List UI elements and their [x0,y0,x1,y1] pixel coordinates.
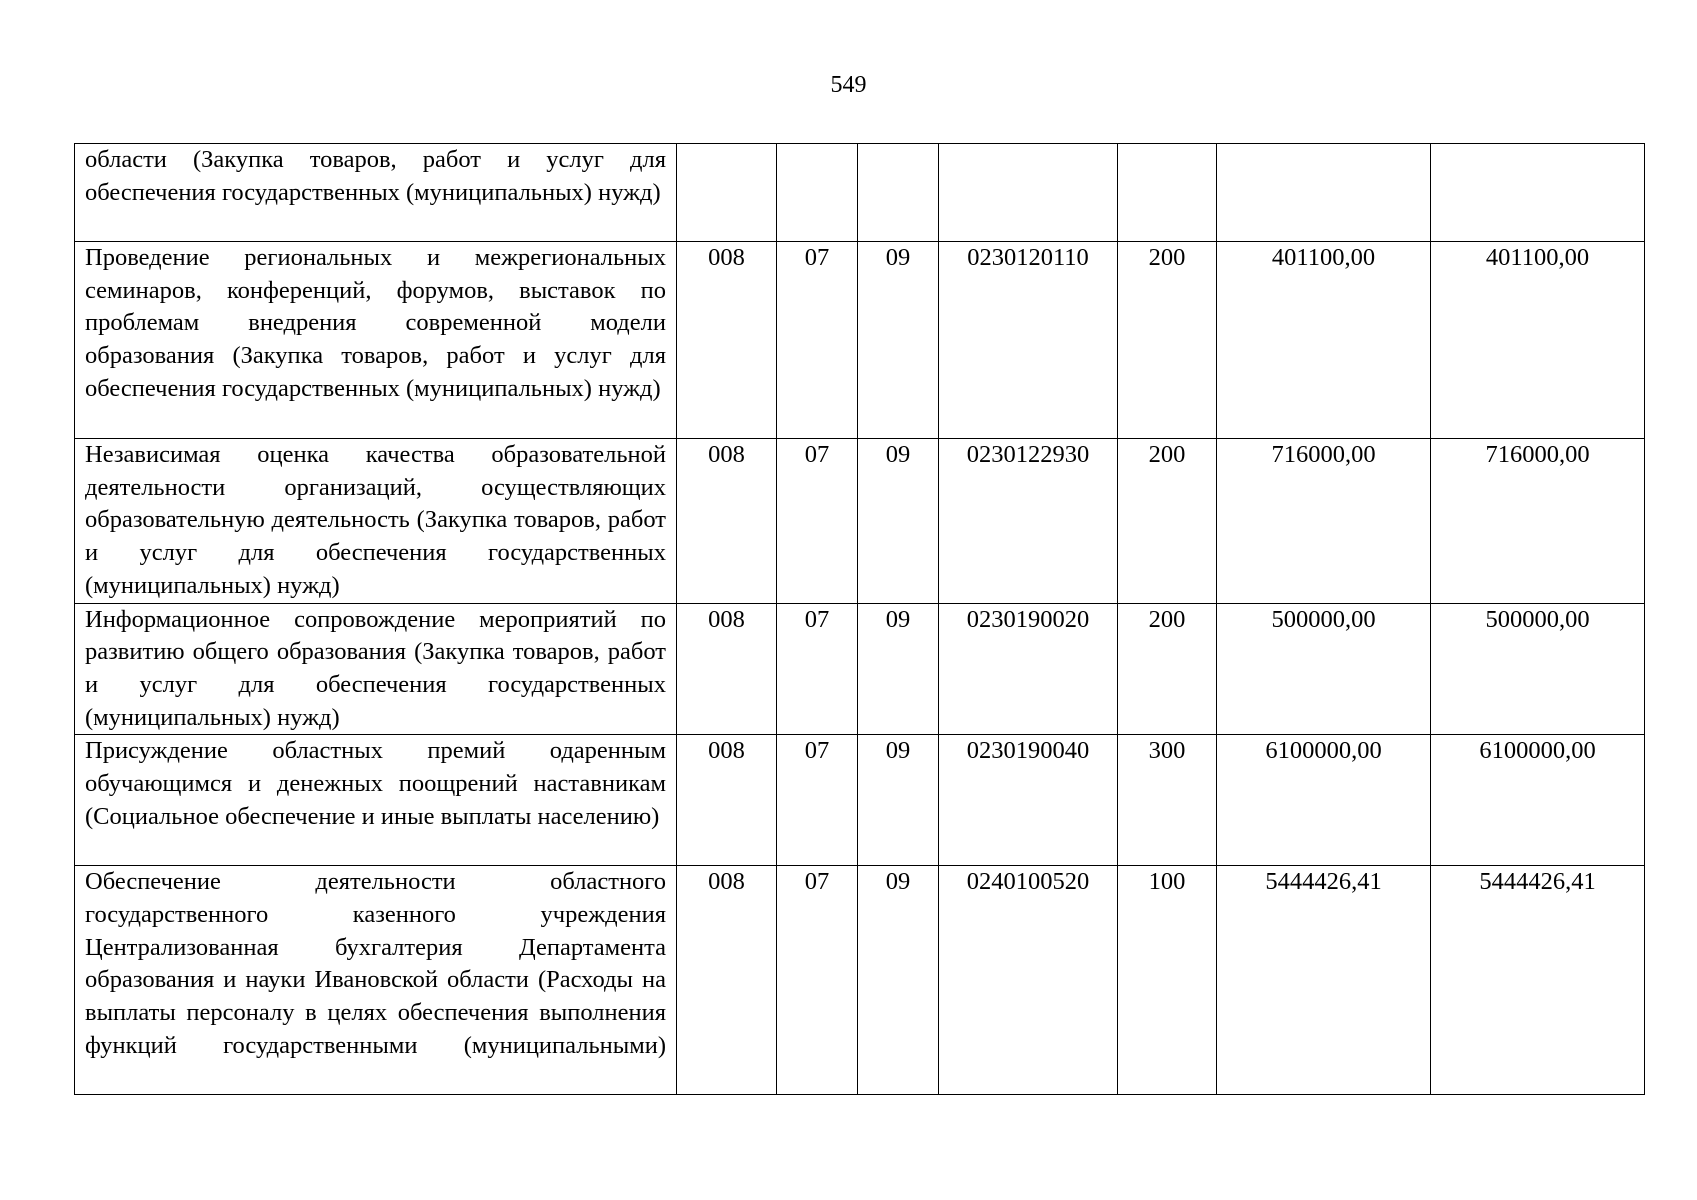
row-target-article: 0230190020 [939,603,1118,735]
row-subsection: 09 [858,603,939,735]
row-amount-2: 401100,00 [1431,242,1645,439]
row-amount-1: 716000,00 [1217,439,1431,604]
table-row [75,439,1645,604]
row-subsection [858,144,939,242]
row-description: Присуждение областных премий одаренным обучающимся и денежных поощрений наставникам (Социальное обеспечение и иные выплаты населению) [75,735,677,866]
row-code: 008 [677,866,777,1095]
row-expense-type: 200 [1118,242,1217,439]
row-amount-1: 500000,00 [1217,603,1431,735]
row-code: 008 [677,439,777,604]
table-row [75,603,1645,735]
row-target-article: 0240100520 [939,866,1118,1095]
row-expense-type: 300 [1118,735,1217,866]
row-description: области (Закупка товаров, работ и услуг для обеспечения государственных (муниципальных) нужд) [75,144,677,242]
row-section [777,144,858,242]
row-target-article: 0230122930 [939,439,1118,604]
row-code: 008 [677,242,777,439]
row-amount-1: 6100000,00 [1217,735,1431,866]
row-amount-2: 716000,00 [1431,439,1645,604]
row-description: Обеспечение деятельности областного государственного казенного учреждения Централизованная бухгалтерия Департамента образования и науки Ивановской области (Расходы на выплаты персоналу в целях обеспечения выполнения функций государственными (муниципальными) [75,866,677,1095]
table-row [75,242,1645,439]
row-description: Информационное сопровождение мероприятий по развитию общего образования (Закупка товаров, работ и услуг для обеспечения государственных (муниципальных) нужд) [75,603,677,735]
budget-table [74,143,1645,1095]
row-amount-2 [1431,144,1645,242]
row-target-article: 0230120110 [939,242,1118,439]
table-row [75,866,1645,1095]
row-code [677,144,777,242]
row-expense-type: 200 [1118,439,1217,604]
row-expense-type: 200 [1118,603,1217,735]
row-section: 07 [777,242,858,439]
row-target-article [939,144,1118,242]
row-subsection: 09 [858,242,939,439]
row-amount-1 [1217,144,1431,242]
row-expense-type: 100 [1118,866,1217,1095]
table-row [75,144,1645,242]
row-amount-1: 5444426,41 [1217,866,1431,1095]
row-description: Независимая оценка качества образовательной деятельности организаций, осуществляющих образовательную деятельность (Закупка товаров, работ и услуг для обеспечения государственных (муниципальных) нужд) [75,439,677,604]
row-amount-2: 6100000,00 [1431,735,1645,866]
row-target-article: 0230190040 [939,735,1118,866]
table-row [75,735,1645,866]
row-code: 008 [677,603,777,735]
row-subsection: 09 [858,439,939,604]
row-expense-type [1118,144,1217,242]
row-section: 07 [777,603,858,735]
row-code: 008 [677,735,777,866]
row-subsection: 09 [858,866,939,1095]
row-amount-2: 500000,00 [1431,603,1645,735]
row-section: 07 [777,735,858,866]
page-number: 549 [830,72,867,98]
row-amount-1: 401100,00 [1217,242,1431,439]
row-amount-2: 5444426,41 [1431,866,1645,1095]
row-section: 07 [777,866,858,1095]
row-section: 07 [777,439,858,604]
row-description: Проведение региональных и межрегиональных семинаров, конференций, форумов, выставок по проблемам внедрения современной модели образования (Закупка товаров, работ и услуг для обеспечения государственных (муниципальных) нужд) [75,242,677,439]
row-subsection: 09 [858,735,939,866]
